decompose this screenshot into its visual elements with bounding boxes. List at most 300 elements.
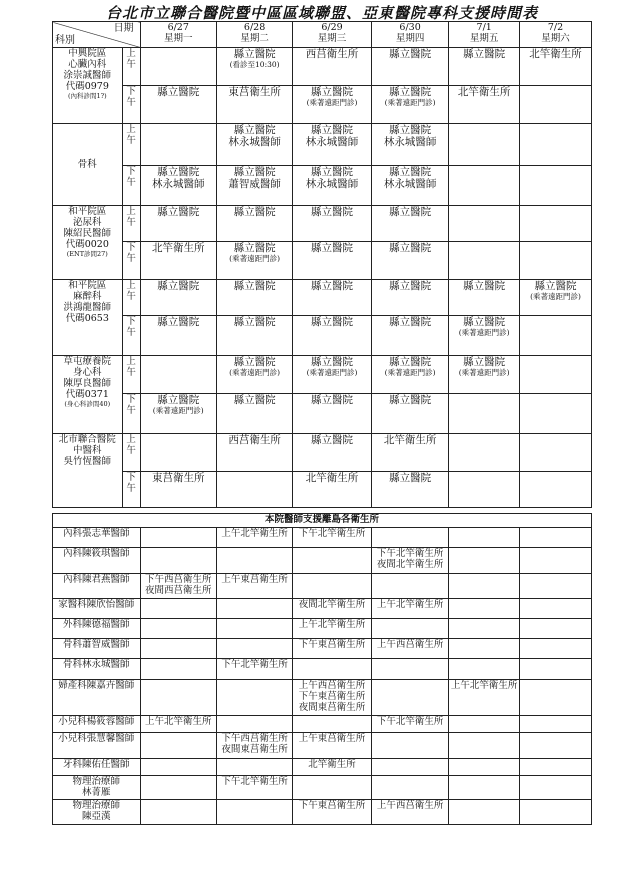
support-cell: [140, 800, 216, 825]
cell-location: 縣立醫院: [389, 280, 432, 292]
cell-location: 縣立醫院: [311, 242, 354, 254]
support-cell-text: 下午西莒衛生所 夜間西莒衛生所: [144, 574, 212, 596]
schedule-cell: [449, 356, 520, 394]
support-row: [53, 659, 592, 680]
schedule-cell: [140, 356, 216, 394]
schedule-cell: [216, 280, 292, 316]
am-label: [122, 356, 140, 394]
support-banner-row: [53, 514, 592, 528]
support-name-text: 骨科林永城醫師: [63, 659, 130, 670]
support-cell: [216, 680, 292, 716]
schedule-cell: [216, 48, 292, 86]
day-date: 6/27: [167, 22, 189, 33]
day-weekday: 星期一: [163, 33, 193, 44]
support-cell: [371, 680, 448, 716]
schedule-cell: [216, 124, 292, 166]
support-cell: [140, 548, 216, 574]
schedule-cell: [371, 124, 448, 166]
schedule-cell: [520, 434, 592, 472]
schedule-cell: [293, 472, 372, 508]
department-line: 代碼0020: [65, 239, 109, 250]
support-name-text: 骨科蕭智威醫師: [63, 639, 130, 650]
support-doctor-name: [53, 733, 141, 759]
support-cell: [293, 639, 372, 659]
support-cell-text: 北竿衛生所: [308, 759, 356, 770]
schedule-cell: [293, 434, 372, 472]
support-cell: [293, 659, 372, 680]
support-cell-text: 上午北竿衛生所: [376, 599, 444, 610]
schedule-cell: [216, 394, 292, 434]
cell-location: 林永城醫師: [383, 178, 437, 190]
support-cell: [216, 548, 292, 574]
support-cell: [371, 548, 448, 574]
pm-label: [122, 316, 140, 356]
schedule-cell: [140, 316, 216, 356]
support-doctor-name: [53, 574, 141, 599]
department-cell: [53, 280, 123, 356]
schedule-cell: [293, 394, 372, 434]
department-line: 身心科: [73, 367, 102, 378]
support-cell: [216, 619, 292, 639]
support-cell: [520, 800, 592, 825]
cell-location: 北竿衛生所: [529, 48, 582, 60]
schedule-cell: [293, 356, 372, 394]
cell-location: 縣立醫院: [389, 394, 432, 406]
cell-location: 縣立醫院: [311, 206, 354, 218]
support-cell-text: 上午北竿衛生所: [221, 528, 288, 539]
department-cell: [53, 206, 123, 280]
support-cell: [140, 639, 216, 659]
support-cell: [520, 599, 592, 619]
schedule-cell: [520, 356, 592, 394]
support-row: [53, 619, 592, 639]
support-cell: [216, 716, 292, 733]
support-cell-text: 上午北竿衛生所: [450, 680, 518, 691]
schedule-cell: [140, 280, 216, 316]
support-cell: [520, 528, 592, 548]
schedule-cell: [371, 166, 448, 206]
support-cell-text: 下午北竿衛生所: [221, 776, 288, 787]
schedule-cell: [449, 316, 520, 356]
pm-label: [122, 242, 140, 280]
schedule-cell: [216, 166, 292, 206]
slot-label: 上午: [126, 206, 136, 228]
schedule-cell: [520, 394, 592, 434]
day-weekday: 星期四: [395, 33, 425, 44]
department-line: 骨科: [77, 159, 97, 170]
support-cell: [449, 548, 520, 574]
cell-location: 林永城醫師: [305, 136, 359, 148]
support-row: [53, 639, 592, 659]
support-cell-text: 上午東莒衛生所: [298, 733, 366, 744]
cell-location: 縣立醫院: [233, 394, 276, 406]
support-cell: [216, 759, 292, 776]
day-date: 7/2: [547, 22, 564, 33]
department-line: 陳厚良醫師: [63, 378, 112, 389]
slot-label: 下午: [126, 472, 136, 494]
day-date: 6/29: [321, 22, 343, 33]
schedule-cell: [216, 86, 292, 124]
support-doctor-name: [53, 800, 141, 825]
cell-location: 縣立醫院: [389, 206, 432, 218]
cell-location: 縣立醫院: [233, 356, 276, 368]
slot-label: 下午: [126, 316, 136, 338]
cell-location: 縣立醫院: [463, 48, 506, 60]
corner-dept-label: 科別: [55, 35, 75, 46]
cell-location: 縣立醫院: [389, 48, 432, 60]
department-line: 北市聯合醫院: [58, 434, 116, 445]
schedule-cell: [293, 124, 372, 166]
schedule-cell: [216, 206, 292, 242]
support-cell: [449, 680, 520, 716]
schedule-cell: [520, 48, 592, 86]
cell-note: (乘著遠距門診): [229, 254, 280, 263]
am-label: [122, 124, 140, 166]
support-row: [53, 776, 592, 800]
cell-location: 林永城醫師: [305, 178, 359, 190]
support-cell: [140, 680, 216, 716]
day-weekday: 星期六: [541, 33, 570, 44]
cell-location: 縣立醫院: [233, 316, 276, 328]
schedule-cell: [140, 394, 216, 434]
department-line: 中醫科: [73, 445, 102, 456]
cell-location: 縣立醫院: [157, 86, 200, 98]
support-cell: [293, 716, 372, 733]
support-doctor-name: [53, 639, 141, 659]
cell-location: 東莒衛生所: [151, 472, 205, 484]
schedule-cell: [140, 166, 216, 206]
support-cell-text: 下午北竿衛生所: [221, 659, 288, 670]
schedule-cell: [449, 124, 520, 166]
am-label: [122, 206, 140, 242]
support-cell: [449, 619, 520, 639]
support-cell-text: 下午西莒衛生所 夜間東莒衛生所: [221, 733, 288, 755]
support-cell: [216, 639, 292, 659]
schedule-row: [53, 166, 592, 206]
support-cell-text: 上午西莒衛生所: [376, 800, 444, 811]
header-corner: [53, 22, 141, 48]
support-cell: [293, 599, 372, 619]
cell-location: 縣立醫院: [463, 280, 506, 292]
schedule-cell: [140, 124, 216, 166]
cell-location: 縣立醫院: [534, 280, 577, 292]
schedule-cell: [449, 394, 520, 434]
schedule-cell: [293, 48, 372, 86]
department-note: (ENT診間27): [66, 250, 108, 258]
schedule-cell: [140, 206, 216, 242]
am-label: [122, 48, 140, 86]
support-name-text: 牙科陳佑任醫師: [63, 759, 130, 770]
cell-location: 縣立醫院: [233, 280, 276, 292]
cell-location: 縣立醫院: [233, 48, 276, 60]
cell-location: 縣立醫院: [233, 166, 276, 178]
department-cell: [53, 124, 123, 206]
schedule-row: [53, 86, 592, 124]
support-cell: [293, 800, 372, 825]
cell-location: 縣立醫院: [389, 166, 432, 178]
support-name-text: 內科陳筱琪醫師: [63, 548, 130, 559]
schedule-cell: [449, 242, 520, 280]
schedule-cell: [216, 242, 292, 280]
support-cell: [371, 733, 448, 759]
support-cell-text: 上午北竿衛生所: [298, 619, 366, 630]
day-header: [520, 22, 592, 48]
schedule-cell: [449, 434, 520, 472]
cell-note: (乘著遠距門診): [458, 368, 510, 377]
department-note: (內科診間1?): [67, 92, 107, 100]
support-row: [53, 733, 592, 759]
schedule-row: [53, 472, 592, 508]
schedule-cell: [216, 356, 292, 394]
support-cell: [216, 776, 292, 800]
schedule-row: [53, 242, 592, 280]
department-line: 吳竹恆醫師: [63, 456, 112, 467]
cell-location: 縣立醫院: [389, 356, 432, 368]
slot-label: 上午: [126, 280, 136, 302]
corner-date-label: 日期: [113, 23, 134, 34]
support-name-text: 外科陳德福醫師: [63, 619, 130, 630]
cell-location: 縣立醫院: [389, 472, 432, 484]
support-name-text: 家醫科陳欣怡醫師: [58, 599, 135, 610]
support-cell: [449, 776, 520, 800]
day-header: [371, 22, 448, 48]
support-cell: [371, 776, 448, 800]
support-cell: [449, 599, 520, 619]
support-cell: [520, 716, 592, 733]
support-cell: [216, 733, 292, 759]
support-name-text: 小兒科張慧馨醫師: [58, 733, 135, 744]
support-cell: [371, 639, 448, 659]
cell-location: 林永城醫師: [151, 178, 205, 190]
cell-location: 縣立醫院: [157, 166, 200, 178]
department-cell: [53, 48, 123, 124]
support-name-text: 婦產科陳嘉卉醫師: [58, 680, 135, 691]
cell-location: 北竿衛生所: [151, 242, 205, 254]
day-weekday: 星期二: [240, 33, 269, 44]
support-name-text: 內科陳君燕醫師: [63, 574, 130, 585]
am-label: [122, 434, 140, 472]
support-cell: [293, 548, 372, 574]
schedule-cell: [371, 206, 448, 242]
day-header: [293, 22, 372, 48]
support-cell: [449, 639, 520, 659]
support-cell: [140, 716, 216, 733]
department-cell: [53, 356, 123, 434]
cell-note: (看診至10:30): [229, 60, 280, 69]
support-cell: [449, 800, 520, 825]
support-cell: [140, 759, 216, 776]
support-cell-text: 下午東莒衛生所: [298, 639, 366, 650]
schedule-cell: [449, 48, 520, 86]
schedule-cell: [449, 166, 520, 206]
cell-location: 東莒衛生所: [228, 86, 281, 98]
support-cell: [449, 574, 520, 599]
support-cell: [140, 619, 216, 639]
support-cell: [520, 733, 592, 759]
support-row: [53, 574, 592, 599]
schedule-cell: [293, 206, 372, 242]
cell-note: (乘著遠距門診): [152, 406, 204, 415]
schedule-cell: [371, 394, 448, 434]
cell-note: (乘著遠距門診): [384, 368, 436, 377]
cell-location: 林永城醫師: [383, 136, 437, 148]
schedule-row: [53, 394, 592, 434]
day-date: 6/30: [399, 22, 421, 33]
schedule-row: [53, 206, 592, 242]
support-cell-text: 下午北竿衛生所 夜間北竿衛生所: [376, 548, 444, 570]
support-cell: [371, 659, 448, 680]
schedule-row: [53, 48, 592, 86]
support-cell: [216, 599, 292, 619]
schedule-cell: [216, 434, 292, 472]
cell-location: 縣立醫院: [389, 316, 432, 328]
schedule-row: [53, 434, 592, 472]
department-line: 和平院區: [68, 206, 107, 217]
schedule-cell: [216, 316, 292, 356]
cell-location: 縣立醫院: [389, 86, 432, 98]
schedule-cell: [520, 280, 592, 316]
schedule-cell: [449, 86, 520, 124]
slot-label: 上午: [126, 48, 136, 70]
department-line: 陳紹民醫師: [63, 228, 112, 239]
support-cell-text: 上午北竿衛生所: [144, 716, 212, 727]
support-cell: [293, 574, 372, 599]
cell-location: 縣立醫院: [157, 316, 200, 328]
support-row: [53, 716, 592, 733]
support-cell: [520, 680, 592, 716]
department-line: 麻醉科: [73, 291, 102, 302]
schedule-cell: [520, 472, 592, 508]
schedule-cell: [520, 206, 592, 242]
cell-note: (乘著遠距門診): [229, 368, 280, 377]
cell-note: (乘著遠距門診): [306, 98, 358, 107]
support-cell: [216, 659, 292, 680]
cell-location: 西莒衛生所: [305, 48, 359, 60]
cell-location: 縣立醫院: [233, 242, 276, 254]
support-cell: [449, 733, 520, 759]
support-doctor-name: [53, 759, 141, 776]
cell-location: 縣立醫院: [389, 124, 432, 136]
support-cell-text: 下午東莒衛生所: [298, 800, 366, 811]
slot-label: 下午: [126, 242, 136, 264]
cell-location: 縣立醫院: [311, 434, 354, 446]
schedule-cell: [371, 316, 448, 356]
day-weekday: 星期五: [469, 33, 499, 44]
schedule-cell: [520, 124, 592, 166]
cell-location: 西莒衛生所: [228, 434, 281, 446]
schedule-cell: [371, 280, 448, 316]
support-cell-text: 下午北竿衛生所: [376, 716, 444, 727]
cell-location: 縣立醫院: [311, 280, 354, 292]
schedule-cell: [371, 472, 448, 508]
pm-label: [122, 472, 140, 508]
support-cell: [520, 574, 592, 599]
department-line: 代碼0979: [65, 81, 109, 92]
schedule-cell: [140, 48, 216, 86]
support-cell: [520, 759, 592, 776]
support-cell: [293, 733, 372, 759]
cell-note: (乘著遠距門診): [458, 328, 510, 337]
department-line: 代碼0371: [65, 389, 109, 400]
support-cell: [520, 776, 592, 800]
department-line: 草屯療養院: [63, 356, 112, 367]
day-header: [216, 22, 292, 48]
schedule-cell: [140, 472, 216, 508]
support-name-text: 物理治療師 林菁雁: [72, 776, 121, 798]
schedule-cell: [520, 242, 592, 280]
support-cell: [371, 528, 448, 548]
slot-label: 下午: [126, 166, 136, 188]
day-header: [449, 22, 520, 48]
support-cell: [216, 574, 292, 599]
support-cell: [293, 776, 372, 800]
day-date: 7/1: [476, 22, 492, 33]
support-cell: [140, 733, 216, 759]
schedule-cell: [293, 316, 372, 356]
cell-location: 縣立醫院: [463, 356, 506, 368]
support-cell: [520, 659, 592, 680]
schedule-row: [53, 356, 592, 394]
department-line: 中興院區: [68, 48, 107, 59]
cell-location: 縣立醫院: [311, 86, 354, 98]
cell-note: (乘著遠距門診): [384, 98, 436, 107]
header-row: [53, 22, 592, 48]
schedule-cell: [520, 86, 592, 124]
schedule-cell: [140, 242, 216, 280]
schedule-table: [52, 21, 592, 825]
department-line: 心臟內科: [68, 59, 107, 70]
support-row: [53, 800, 592, 825]
cell-location: 縣立醫院: [463, 316, 506, 328]
schedule-cell: [520, 166, 592, 206]
schedule-cell: [371, 434, 448, 472]
support-cell: [293, 680, 372, 716]
schedule-cell: [371, 242, 448, 280]
support-doctor-name: [53, 680, 141, 716]
day-header: [140, 22, 216, 48]
cell-location: 縣立醫院: [157, 280, 200, 292]
support-cell: [371, 599, 448, 619]
pm-label: [122, 166, 140, 206]
support-doctor-name: [53, 659, 141, 680]
support-cell: [293, 528, 372, 548]
cell-note: (乘著遠距門診): [530, 292, 581, 301]
cell-location: 縣立醫院: [311, 356, 354, 368]
support-cell: [520, 639, 592, 659]
support-row: [53, 680, 592, 716]
support-doctor-name: [53, 599, 141, 619]
slot-label: 下午: [126, 394, 136, 416]
slot-label: 下午: [126, 86, 136, 108]
support-doctor-name: [53, 619, 141, 639]
support-cell: [520, 619, 592, 639]
schedule-cell: [293, 242, 372, 280]
cell-location: 縣立醫院: [233, 124, 276, 136]
cell-location: 北竿衛生所: [457, 86, 511, 98]
schedule-row: [53, 124, 592, 166]
support-name-text: 內科張志華醫師: [63, 528, 130, 539]
support-name-text: 小兒科楊筱蓉醫師: [58, 716, 135, 727]
day-weekday: 星期三: [317, 33, 347, 44]
support-row: [53, 528, 592, 548]
pm-label: [122, 86, 140, 124]
support-row: [53, 548, 592, 574]
slot-label: 上午: [126, 124, 136, 146]
support-cell: [520, 548, 592, 574]
support-name-text: 物理治療師 陳亞漢: [72, 800, 121, 822]
support-cell: [140, 599, 216, 619]
support-cell-text: 夜間北竿衛生所: [298, 599, 366, 610]
